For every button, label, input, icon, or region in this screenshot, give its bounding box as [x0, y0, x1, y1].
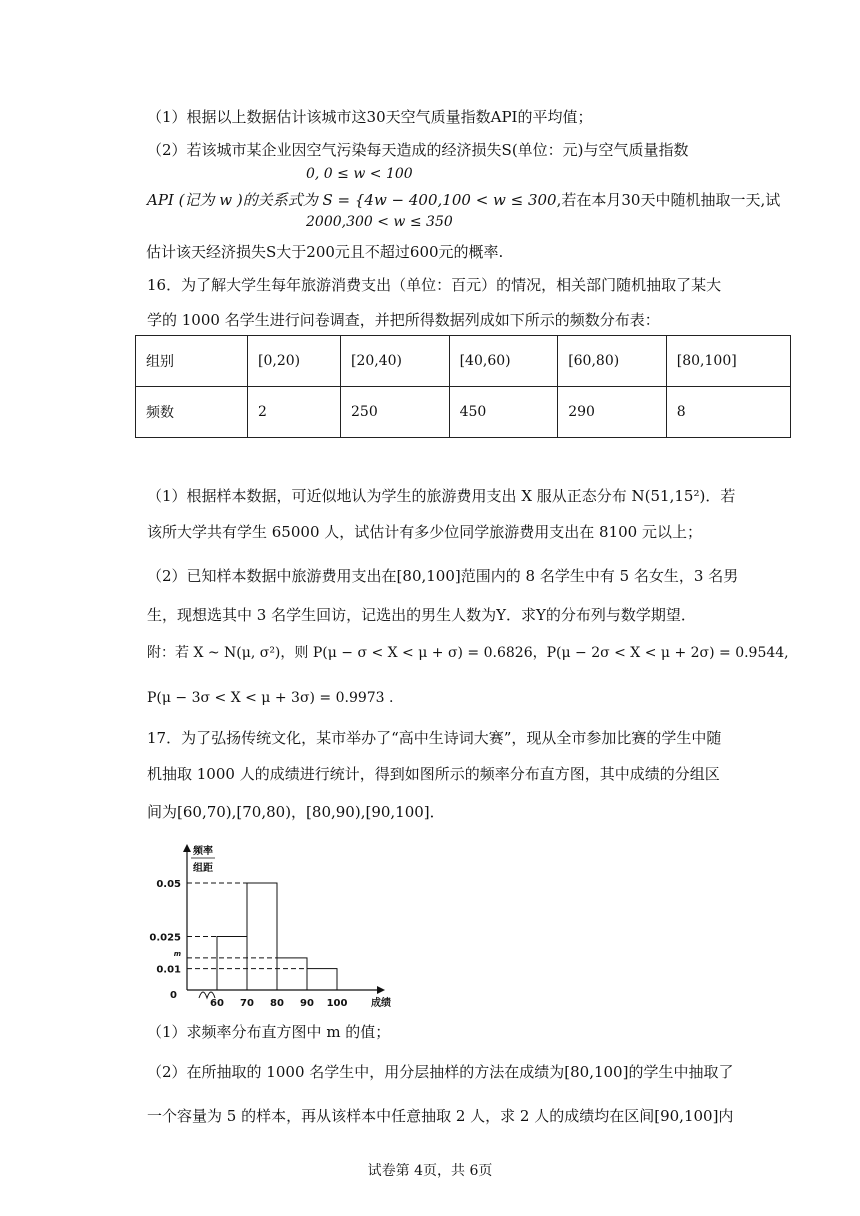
y-axis-label-top: 频率	[193, 846, 213, 857]
q16-appendix-line2: P(μ − 3σ < X < μ + 3σ) = 0.9973 .	[147, 690, 394, 706]
q15-relation-mid: 4w − 400,100 < w ≤ 300	[364, 191, 557, 209]
table-count-cell: 250	[341, 387, 450, 438]
table-count-cell: 8	[666, 387, 790, 438]
q16-sub1-line2: 该所大学共有学生 65000 人，试估计有多少位同学旅游费用支出在 8100 元以上；	[147, 523, 702, 541]
q15-part1: （1）根据以上数据估计该城市这30天空气质量指数API的平均值；	[147, 108, 593, 126]
y-tick-label: 0.05	[156, 879, 181, 890]
frequency-histogram	[149, 842, 397, 1012]
table-count-label: 频数	[136, 387, 248, 438]
y-tick-label: 0.01	[156, 964, 181, 976]
table-count-cell: 450	[449, 387, 558, 438]
table-row-groups	[136, 336, 791, 387]
table-group-cell: [60,80)	[558, 336, 667, 387]
q17-intro-line1: 17．为了弘扬传统文化，某市举办了“高中生诗词大赛”，现从全市参加比赛的学生中随	[147, 729, 722, 747]
q15-part2-end: 估计该天经济损失S大于200元且不超过600元的概率.	[146, 243, 504, 261]
y-axis-label-bottom: 组距	[193, 863, 213, 874]
x-tick-label: 60	[210, 998, 224, 1009]
q17-sub2-line2: 一个容量为 5 的样本，再从该样本中任意抽取 2 人，求 2 人的成绩均在区间[90,100]内	[147, 1107, 734, 1125]
q16-sub2-line2: 生，现想选其中 3 名学生回访，记选出的男生人数为Y．求Y的分布列与数学期望．	[147, 606, 696, 624]
q17-intro-line3: 间为[60,70),[70,80)，[80,90),[90,100]．	[147, 803, 445, 821]
page-footer: 试卷第 4页，共 6页	[367, 1163, 493, 1179]
q15-relation-lead: API (记为 w )的关系式为 S = {	[147, 191, 365, 209]
x-tick-label: 100	[326, 998, 348, 1009]
table-group-cell: [40,60)	[449, 336, 558, 387]
histogram-bar	[277, 958, 307, 990]
q15-relation-tail: ,若在本月30天中随机抽取一天,试	[556, 191, 781, 209]
x-axis-arrow	[377, 986, 385, 994]
x-tick-label: 70	[240, 998, 254, 1009]
table-header-label: 组别	[136, 336, 248, 387]
q16-sub1-line1: （1）根据样本数据，可近似地认为学生的旅游费用支出 X 服从正态分布 N(51,15²)．若	[147, 487, 736, 505]
piece-row-3: 2000,300 < w ≤ 350	[306, 214, 453, 230]
origin-label: 0	[170, 990, 177, 1001]
histogram-bar	[247, 883, 277, 990]
y-axis-arrow	[183, 844, 191, 852]
table-group-cell: [20,40)	[341, 336, 450, 387]
q17-sub2-line1: （2）在所抽取的 1000 名学生中，用分层抽样的方法在成绩为[80,100]的学生中抽取了	[147, 1063, 734, 1081]
q16-sub2-line1: （2）已知样本数据中旅游费用支出在[80,100]范围内的 8 名学生中有 5 名女生，3 名男	[147, 567, 739, 585]
q16-appendix-line1: 附：若 X ~ N(μ, σ²)，则 P(μ − σ < X < μ + σ) = 0.6826，P(μ − 2σ < X < μ + 2σ) = 0.9544,	[147, 645, 789, 661]
q15-part2: （2）若该城市某企业因空气污染每天造成的经济损失S(单位：元)与空气质量指数	[147, 141, 689, 159]
table-group-cell: [0,20)	[248, 336, 341, 387]
frequency-table	[135, 335, 791, 438]
table-group-cell: [80,100]	[666, 336, 790, 387]
piece-row-1: 0, 0 ≤ w < 100	[306, 166, 413, 182]
table-count-cell: 2	[248, 387, 341, 438]
q16-intro-line2: 学的 1000 名学生进行问卷调查，并把所得数据列成如下所示的频数分布表：	[147, 311, 660, 329]
q15-relation-line	[147, 190, 780, 210]
q16-intro-line1: 16．为了解大学生每年旅游消费支出（单位：百元）的情况，相关部门随机抽取了某大	[147, 276, 722, 294]
q17-intro-line2: 机抽取 1000 人的成绩进行统计，得到如图所示的频率分布直方图，其中成绩的分组区	[147, 765, 720, 783]
x-axis-label: 成绩	[371, 998, 391, 1009]
q17-sub1: （1）求频率分布直方图中 m 的值；	[147, 1023, 391, 1041]
y-tick-label: 0.025	[149, 932, 181, 944]
table-count-cell: 290	[558, 387, 667, 438]
histogram-bar	[217, 937, 247, 991]
table-row-counts	[136, 387, 791, 438]
y-tick-label: m	[173, 949, 181, 958]
x-tick-label: 90	[300, 998, 314, 1009]
histogram-bar	[307, 969, 337, 990]
x-tick-label: 80	[270, 998, 284, 1009]
